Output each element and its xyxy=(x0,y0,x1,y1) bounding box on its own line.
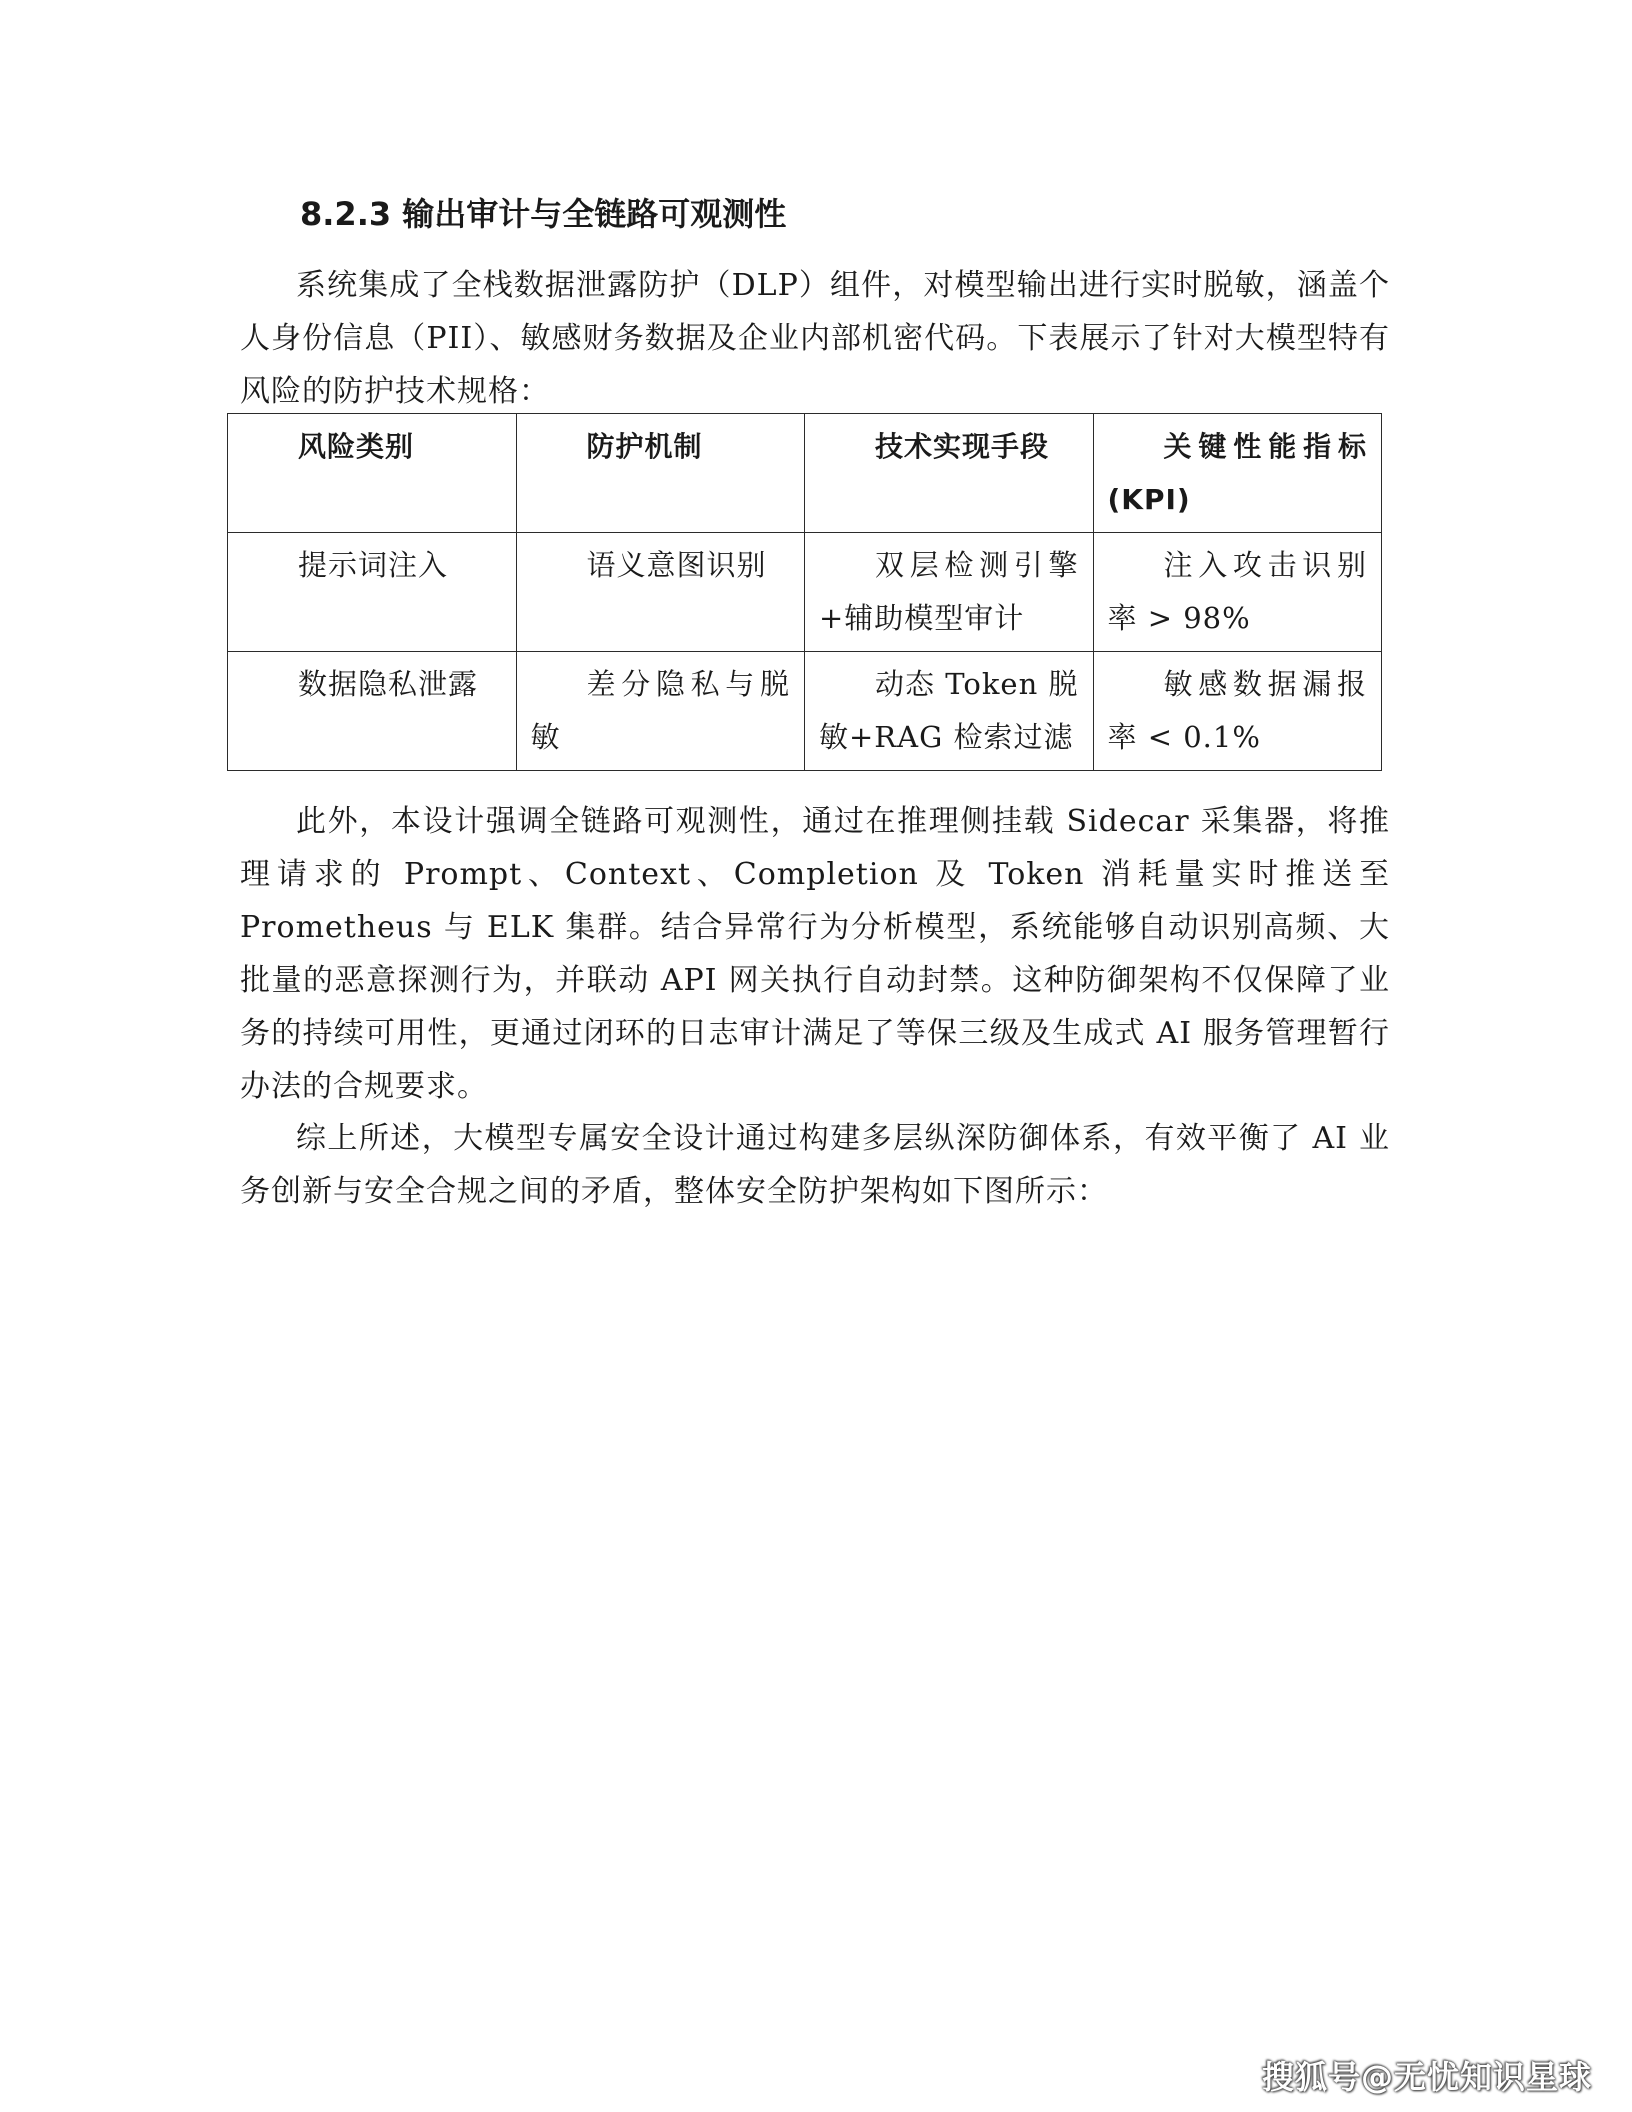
header-implementation: 技术实现手段 xyxy=(805,414,1094,533)
table-cell: 敏感数据漏报率 < 0.1% xyxy=(1093,652,1382,771)
summary-paragraph: 综上所述，大模型专属安全设计通过构建多层纵深防御体系，有效平衡了 AI 业务创新与安全合规之间的矛盾，整体安全防护架构如下图所示： xyxy=(240,1121,1390,1209)
table-row xyxy=(228,652,1382,771)
table-row xyxy=(228,533,1382,652)
table-cell: 动态 Token 脱敏+RAG 检索过滤 xyxy=(805,652,1094,771)
section-title: 8.2.3 输出审计与全链路可观测性 xyxy=(300,195,787,233)
observability-paragraph: 此外，本设计强调全链路可观测性，通过在推理侧挂载 Sidecar 采集器，将推理请求的 Prompt、Context、Completion 及 Token 消耗量实时推送至 Prometheus 与 ELK 集群。结合异常行为分析模型，系统能够自动识别高频、大批量的恶意探测行为，并联动 API 网关执行自动封禁。这种防御架构不仅保障了业务的持续可用性，更通过闭环的日志审计满足了等保三级及生成式 AI 服务管理暂行办法的合规要求。 xyxy=(240,804,1390,1104)
source-watermark: 搜狐号@无忧知识星球 xyxy=(1261,2058,1592,2096)
header-protection-mechanism: 防护机制 xyxy=(516,414,805,533)
table-cell: 数据隐私泄露 xyxy=(228,652,517,771)
table-cell: 注入攻击识别率 > 98% xyxy=(1093,533,1382,652)
table-cell: 双层检测引擎+辅助模型审计 xyxy=(805,533,1094,652)
protection-spec-table xyxy=(227,413,1382,771)
header-kpi: 关键性能指标(KPI) xyxy=(1093,414,1382,533)
table-cell: 提示词注入 xyxy=(228,533,517,652)
intro-paragraph: 系统集成了全栈数据泄露防护（DLP）组件，对模型输出进行实时脱敏，涵盖个人身份信息（PII）、敏感财务数据及企业内部机密代码。下表展示了针对大模型特有风险的防护技术规格： xyxy=(240,268,1390,409)
table-header-row xyxy=(228,414,1382,533)
table-cell: 差分隐私与脱敏 xyxy=(516,652,805,771)
table-cell: 语义意图识别 xyxy=(516,533,805,652)
header-risk-category: 风险类别 xyxy=(228,414,517,533)
